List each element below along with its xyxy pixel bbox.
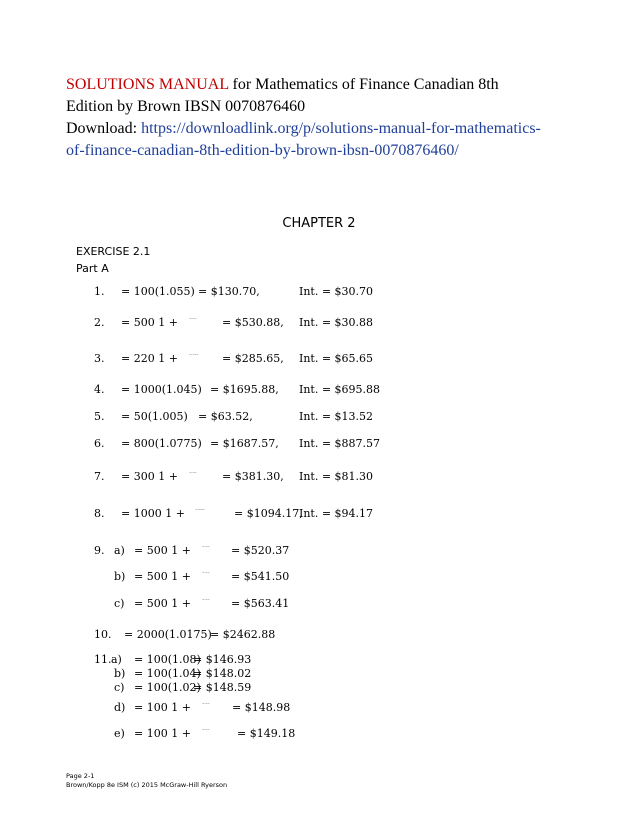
- item-fraction: –.––: [202, 700, 210, 705]
- item-expression: = 800(1.0775): [121, 437, 202, 450]
- item-result: = $1695.88,: [210, 383, 279, 396]
- item-expression: = 100(1.04): [134, 667, 201, 680]
- item-expression: = 500 1 +: [121, 316, 178, 329]
- item-result: = $148.98: [232, 701, 291, 714]
- item-sub-label: b): [114, 570, 126, 583]
- solution-row: [0, 597, 638, 613]
- item-number: 1.: [94, 285, 105, 298]
- solution-row: [0, 352, 638, 368]
- item-result: = $149.18: [237, 727, 296, 740]
- document-header: [66, 74, 586, 162]
- item-result: = $130.70,: [198, 285, 260, 298]
- item-number: 2.: [94, 316, 105, 329]
- header-line-1: [66, 74, 586, 96]
- item-fraction: –.–––: [195, 506, 205, 511]
- item-number: 11.: [94, 653, 112, 666]
- solution-row: [0, 285, 638, 301]
- item-fraction: –.––: [189, 469, 197, 474]
- item-number: 9.: [94, 544, 105, 557]
- item-expression: = 220 1 +: [121, 352, 178, 365]
- item-expression: = 100(1.02): [134, 681, 201, 694]
- item-sub-label: a): [114, 544, 125, 557]
- item-number: 8.: [94, 507, 105, 520]
- item-expression: = 50(1.005): [121, 410, 188, 423]
- item-interest: Int. = $30.70: [299, 285, 374, 298]
- item-result: = $148.02: [193, 667, 252, 680]
- item-expression: = 300 1 +: [121, 470, 178, 483]
- item-result: = $1094.17,: [234, 507, 303, 520]
- item-result: = $541.50: [231, 570, 290, 583]
- item-sub-label: c): [114, 597, 125, 610]
- item-expression: = 500 1 +: [134, 570, 191, 583]
- item-result: = $285.65,: [222, 352, 284, 365]
- header-title-rest: for Mathematics of Finance Canadian 8th: [228, 76, 499, 93]
- item-fraction: –.–––: [189, 351, 199, 356]
- item-result: = $1687.57,: [210, 437, 279, 450]
- item-expression: = 100(1.055): [121, 285, 195, 298]
- solution-row: [0, 727, 638, 743]
- item-fraction: –.––: [189, 315, 197, 320]
- item-interest: Int. = $887.57: [299, 437, 381, 450]
- item-sub-label: b): [114, 667, 126, 680]
- solution-row: [0, 470, 638, 486]
- chapter-title: CHAPTER 2: [282, 216, 356, 231]
- item-number: 5.: [94, 410, 105, 423]
- item-fraction: –.––: [202, 543, 210, 548]
- item-number: 4.: [94, 383, 105, 396]
- solution-row: [0, 544, 638, 560]
- item-result: = $530.88,: [222, 316, 284, 329]
- item-result: = $2462.88: [210, 628, 276, 641]
- item-result: = $520.37: [231, 544, 290, 557]
- solution-row: [0, 316, 638, 332]
- solution-row: [0, 701, 638, 717]
- item-fraction: –.––: [202, 569, 210, 574]
- item-expression: = 100 1 +: [134, 701, 191, 714]
- solution-row: [0, 628, 638, 644]
- header-line-3: [66, 118, 586, 140]
- download-label: Download:: [66, 120, 142, 137]
- item-result: = $148.59: [193, 681, 252, 694]
- download-link[interactable]: https://downloadlink.org/p/solutions-manual-for-mathematics-: [141, 120, 541, 137]
- item-expression: = 1000 1 +: [121, 507, 185, 520]
- item-number: 3.: [94, 352, 105, 365]
- item-sub-label: d): [114, 701, 126, 714]
- part-label: Part A: [76, 262, 109, 275]
- item-interest: Int. = $13.52: [299, 410, 374, 423]
- item-result: = $563.41: [231, 597, 290, 610]
- solutions-manual-label: SOLUTIONS MANUAL: [66, 76, 229, 93]
- item-expression: = 500 1 +: [134, 597, 191, 610]
- solution-row: [0, 383, 638, 399]
- item-interest: Int. = $81.30: [299, 470, 374, 483]
- download-link-continued[interactable]: of-finance-canadian-8th-edition-by-brown-ibsn-0070876460/: [66, 142, 459, 159]
- item-number: 10.: [94, 628, 112, 641]
- item-fraction: –.––: [202, 596, 210, 601]
- header-line-2: Edition by Brown IBSN 0070876460: [66, 98, 306, 115]
- item-interest: Int. = $94.17: [299, 507, 374, 520]
- item-interest: Int. = $695.88: [299, 383, 381, 396]
- item-number: 7.: [94, 470, 105, 483]
- item-expression: = 1000(1.045): [121, 383, 202, 396]
- item-interest: Int. = $30.88: [299, 316, 374, 329]
- item-result: = $146.93: [193, 653, 252, 666]
- item-fraction: –.––: [202, 726, 210, 731]
- item-sub-label: e): [114, 727, 125, 740]
- solution-row: [0, 570, 638, 586]
- solution-row: [0, 507, 638, 523]
- item-result: = $381.30,: [222, 470, 284, 483]
- footer-page: Page 2-1: [66, 772, 95, 780]
- item-sub-label: c): [114, 681, 125, 694]
- item-expression: = 2000(1.0175): [124, 628, 212, 641]
- solution-row: [0, 681, 638, 697]
- item-interest: Int. = $65.65: [299, 352, 374, 365]
- item-result: = $63.52,: [198, 410, 253, 423]
- solution-row: [0, 410, 638, 426]
- item-number: 6.: [94, 437, 105, 450]
- item-expression: = 100 1 +: [134, 727, 191, 740]
- solution-row: [0, 437, 638, 453]
- exercise-title: EXERCISE 2.1: [76, 245, 151, 258]
- item-sub-label: a): [111, 653, 122, 666]
- item-expression: = 500 1 +: [134, 544, 191, 557]
- item-expression: = 100(1.08): [134, 653, 201, 666]
- footer-copyright: Brown/Kopp 8e ISM (c) 2015 McGraw-Hill Ryerson: [66, 781, 228, 789]
